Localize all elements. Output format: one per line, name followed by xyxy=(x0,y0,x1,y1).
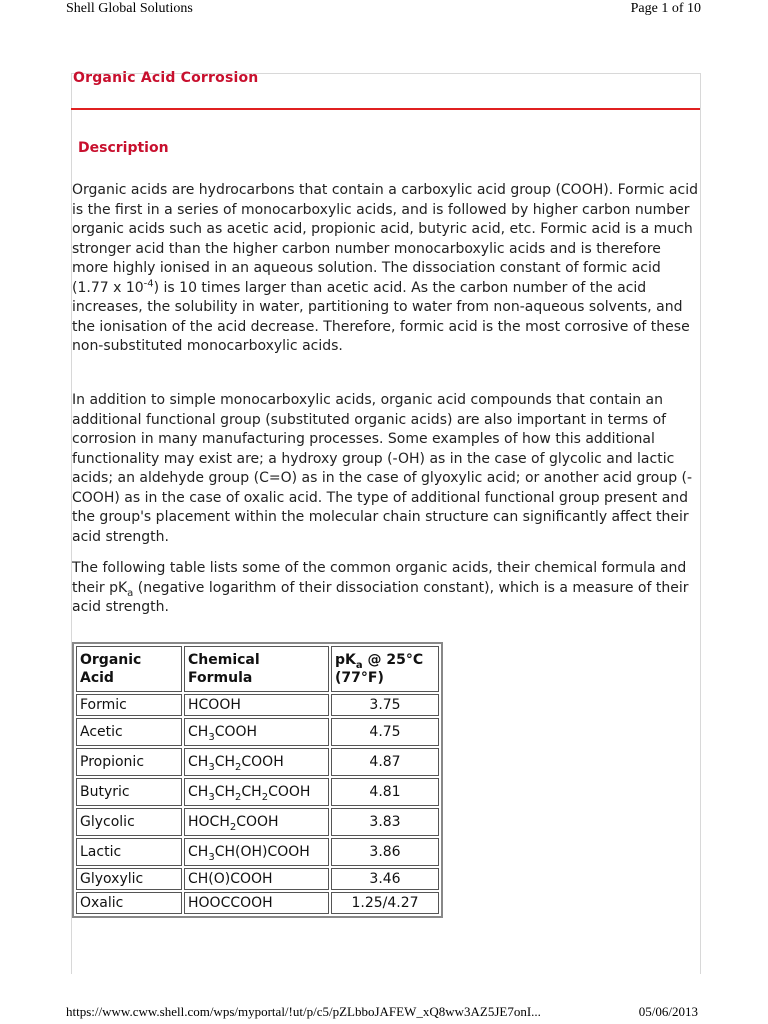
paragraph-text: ) is 10 times larger than acetic acid. As the carbon number of the acid increases, the solubility in water, partitioning to water from non-aqueous solvents, and the ionisation of the acid decrease. Therefore, formic acid is the most corrosive of these non-substituted monocarboxylic acids. xyxy=(72,279,690,354)
cell-pka: 1.25/4.27 xyxy=(331,892,439,914)
formula-part: COOH xyxy=(214,724,258,740)
cell-organic-acid: Acetic xyxy=(76,718,182,746)
cell-organic-acid: Oxalic xyxy=(76,892,182,914)
cell-chemical-formula xyxy=(184,808,329,836)
formula-part: CH(O)COOH xyxy=(188,871,273,887)
print-header xyxy=(0,0,768,20)
cell-pka: 3.75 xyxy=(331,694,439,716)
cell-organic-acid: Formic xyxy=(76,694,182,716)
cell-organic-acid: Lactic xyxy=(76,838,182,866)
formula-subscript: 2 xyxy=(261,791,269,803)
formula-subscript: 3 xyxy=(208,731,215,743)
cell-pka: 3.46 xyxy=(331,868,439,890)
organic-acid-table xyxy=(72,642,443,918)
formula-part: COOH xyxy=(236,814,279,830)
exponent: -4 xyxy=(143,277,154,289)
formula-part: CH xyxy=(188,754,209,770)
header-pka-text: pK xyxy=(335,652,356,668)
formula-part: CH xyxy=(188,784,209,800)
cell-chemical-formula xyxy=(184,694,329,716)
cell-organic-acid: Glyoxylic xyxy=(76,868,182,890)
table-row xyxy=(76,694,439,716)
print-header-page-number: Page 1 of 10 xyxy=(630,1,701,16)
table-row xyxy=(76,892,439,914)
header-pka xyxy=(331,646,439,692)
formula-part: CH xyxy=(214,754,235,770)
cell-pka: 3.86 xyxy=(331,838,439,866)
cell-chemical-formula xyxy=(184,718,329,746)
table-header-row xyxy=(76,646,439,692)
formula-subscript: 3 xyxy=(208,761,215,773)
table-row xyxy=(76,748,439,776)
paragraph-text: The following table lists some of the common organic acids, their chemical formula and their pK xyxy=(72,560,687,596)
paragraph-formic-acid xyxy=(72,181,700,357)
formula-subscript: 2 xyxy=(235,791,242,803)
cell-organic-acid: Glycolic xyxy=(76,808,182,836)
formula-subscript: 3 xyxy=(208,791,215,803)
formula-part: COOH xyxy=(268,784,311,800)
header-organic-acid: Organic Acid xyxy=(76,646,182,692)
subscript: a xyxy=(127,587,134,599)
print-header-source: Shell Global Solutions xyxy=(66,1,193,16)
table-row xyxy=(76,718,439,746)
formula-part: CH xyxy=(214,784,235,800)
formula-subscript: 3 xyxy=(208,851,215,863)
cell-pka: 4.75 xyxy=(331,718,439,746)
cell-chemical-formula xyxy=(184,748,329,776)
formula-part: HOCH xyxy=(188,814,230,830)
formula-subscript: 2 xyxy=(235,761,242,773)
cell-chemical-formula xyxy=(184,892,329,914)
header-chemical-formula: Chemical Formula xyxy=(184,646,329,692)
cell-pka: 4.87 xyxy=(331,748,439,776)
section-heading-description: Description xyxy=(78,140,169,156)
print-footer-url: https://www.cww.shell.com/wps/myportal/!ut/p/c5/pZLbboJAFEW_xQ8ww3AZ5JE7onI... xyxy=(66,1004,541,1019)
formula-part: CH(OH)COOH xyxy=(214,844,310,860)
formula-part: CH xyxy=(188,724,209,740)
page-title: Organic Acid Corrosion xyxy=(73,70,259,86)
cell-organic-acid: Propionic xyxy=(76,748,182,776)
formula-part: COOH xyxy=(241,754,284,770)
table-row xyxy=(76,808,439,836)
cell-chemical-formula xyxy=(184,868,329,890)
paragraph-text: (negative logarithm of their dissociation constant), which is a measure of their acid strength. xyxy=(72,579,689,615)
formula-subscript: 2 xyxy=(229,821,237,833)
print-footer-date: 05/06/2013 xyxy=(638,1004,698,1019)
table-row xyxy=(76,868,439,890)
table-row xyxy=(76,778,439,806)
table-row xyxy=(76,838,439,866)
formula-part: HCOOH xyxy=(188,697,241,713)
cell-pka: 4.81 xyxy=(331,778,439,806)
subscript: a xyxy=(355,659,363,671)
header-pka-temp: @ 25°C (77°F) xyxy=(335,652,424,686)
cell-pka: 3.83 xyxy=(331,808,439,836)
formula-part: CH xyxy=(188,844,209,860)
paragraph-text: Organic acids are hydrocarbons that contain a carboxylic acid group (COOH). Formic acid is the first in a series of monocarboxylic acids, and is followed by higher carbon number organic acids such as acetic acid, propionic acid, butyric acid, etc. Formic acid is a much stronger acid than the higher carbon number monocarboxylic acids and is therefore more highly ionised in an aqueous solution. The dissociation constant of formic acid (1.77 x 10 xyxy=(72,182,698,296)
title-divider xyxy=(71,108,700,110)
paragraph-substituted-acids: In addition to simple monocarboxylic acids, organic acid compounds that contain an additional functional group (substituted organic acids) are also important in terms of corrosion in many manufacturing processes. Some examples of how this additional functionality may exist are; a hydroxy group (-OH) as in the case of glycolic and lactic acids; an aldehyde group (C=O) as in the case of glyoxylic acid; or another acid group (-COOH) as in the case of oxalic acid. The type of additional functional group present and the group's placement within the molecular chain structure can significantly affect their acid strength. xyxy=(72,392,693,545)
cell-organic-acid: Butyric xyxy=(76,778,182,806)
formula-part: CH xyxy=(241,784,262,800)
cell-chemical-formula xyxy=(184,838,329,866)
formula-part: HOOCCOOH xyxy=(188,895,273,911)
paragraph-table-intro xyxy=(72,559,700,618)
cell-chemical-formula xyxy=(184,778,329,806)
